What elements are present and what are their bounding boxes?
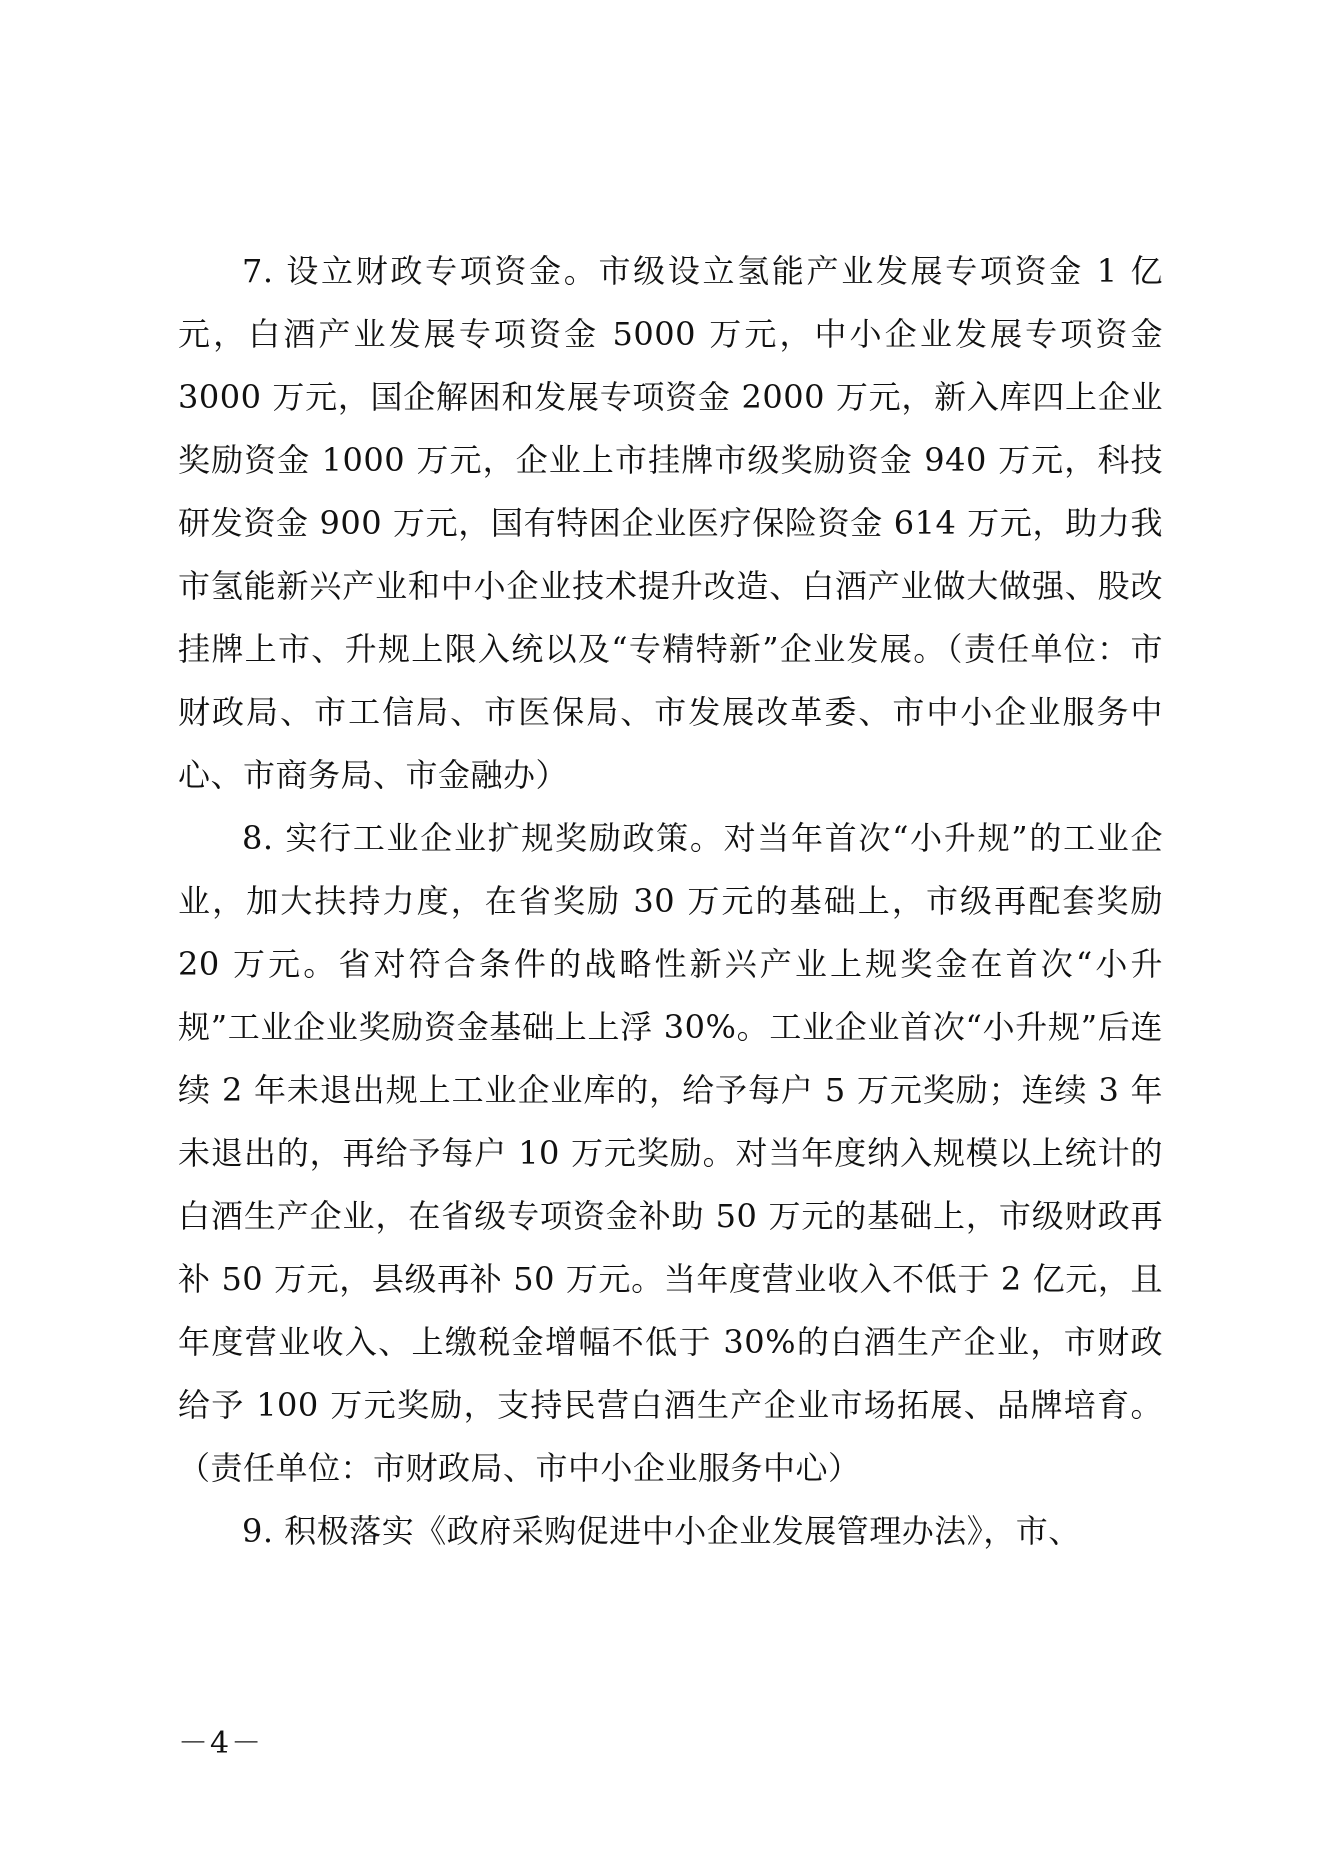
paragraph-7: 7. 设立财政专项资金。市级设立氢能产业发展专项资金 1 亿元，白酒产业发展专项资金 5000 万元，中小企业发展专项资金 3000 万元，国企解困和发展专项资金 2000 万元，新入库四上企业奖励资金 1000 万元，企业上市挂牌市级奖励资金 940 万元，科技研发资金 900 万元，国有特困企业医疗保险资金 614 万元，助力我市氢能新兴产业和中小企业技术提升改造、白酒产业做大做强、股改挂牌上市、升规上限入统以及“专精特新”企业发展。（责任单位：市财政局、市工信局、市医保局、市发展改革委、市中小企业服务中心、市商务局、市金融办） [178,252,1163,794]
paragraph-8: 8. 实行工业企业扩规奖励政策。对当年首次“小升规”的工业企业，加大扶持力度，在省奖励 30 万元的基础上，市级再配套奖励 20 万元。省对符合条件的战略性新兴产业上规奖金在首次“小升规”工业企业奖励资金基础上上浮 30%。工业企业首次“小升规”后连续 2 年未退出规上工业企业库的，给予每户 5 万元奖励；连续 3 年未退出的，再给予每户 10 万元奖励。对当年度纳入规模以上统计的白酒生产企业，在省级专项资金补助 50 万元的基础上，市级财政再补 50 万元，县级再补 50 万元。当年度营业收入不低于 2 亿元，且年度营业收入、上缴税金增幅不低于 30%的白酒生产企业，市财政给予 100 万元奖励，支持民营白酒生产企业市场拓展、品牌培育。（责任单位：市财政局、市中小企业服务中心） [178,819,1163,1487]
document-body [178,240,1163,1563]
paragraph-9: 9. 积极落实《政府采购促进中小企业发展管理办法》，市、 [242,1512,1081,1550]
page-number: －4－ [178,1726,264,1761]
